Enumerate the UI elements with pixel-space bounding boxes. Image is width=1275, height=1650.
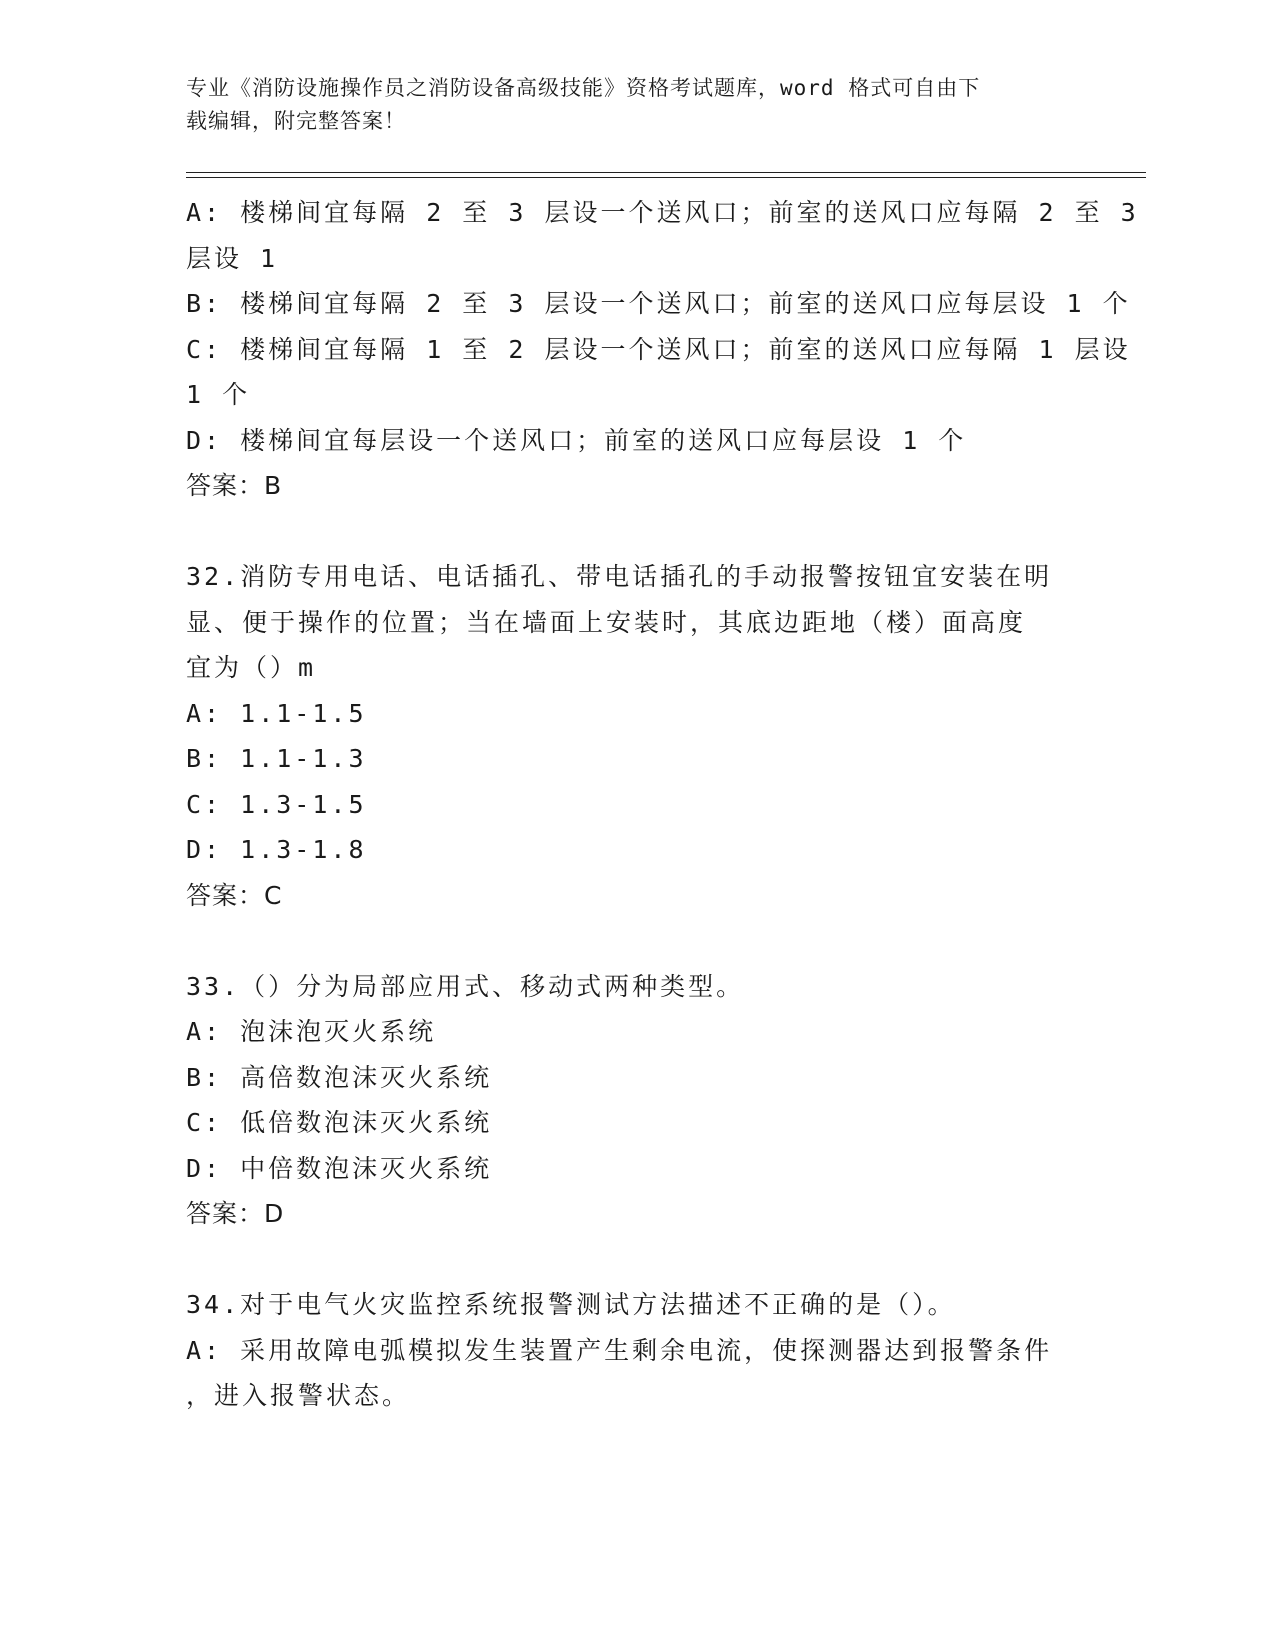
answer: 答案：D (186, 1199, 285, 1228)
header-rule-bottom (186, 177, 1146, 178)
question-stem-line-3: 宜为（）m (186, 653, 317, 682)
header-line-1: 专业《消防设施操作员之消防设备高级技能》资格考试题库，word 格式可自由下 (186, 76, 981, 100)
question-stem: 34.对于电气火灾监控系统报警测试方法描述不正确的是（）。 (186, 1290, 956, 1319)
option-a: A: 泡沫泡灭火系统 (186, 1017, 437, 1046)
question-34-block (186, 1282, 1066, 1419)
question-33-block (186, 964, 1066, 1237)
question-stem: 33.（）分为局部应用式、移动式两种类型。 (186, 971, 745, 1001)
option-a-line-1: A: 楼梯间宜每隔 2 至 3 层设一个送风口；前室的送风口应每隔 2 至 3 (186, 198, 1139, 227)
option-d: D: 中倍数泡沫灭火系统 (186, 1153, 493, 1183)
option-c-line-2: 1 个 (186, 380, 251, 409)
option-c-line-1: C: 楼梯间宜每隔 1 至 2 层设一个送风口；前室的送风口应每隔 1 层设 (186, 334, 1131, 364)
question-stem-line-2: 显、便于操作的位置；当在墙面上安装时，其底边距地（楼）面高度 (186, 607, 1027, 637)
question-31-block (186, 190, 1139, 509)
option-a-line-2: ，进入报警状态。 (186, 1381, 411, 1410)
answer: 答案：C (186, 880, 283, 910)
header-rule-top (186, 172, 1146, 173)
option-b: B: 1.1-1.3 (186, 744, 367, 773)
question-32-block (186, 554, 1066, 918)
answer: 答案：B (186, 471, 283, 500)
spacer (186, 509, 1066, 555)
option-a-line-2: 层设 1 (186, 243, 279, 273)
header-line-2: 载编辑，附完整答案！ (186, 109, 406, 133)
option-d: D: 1.3-1.8 (186, 835, 367, 864)
question-stem-line-1: 32.消防专用电话、电话插孔、带电话插孔的手动报警按钮宜安装在明 (186, 562, 1053, 591)
option-c: C: 1.3-1.5 (186, 789, 367, 819)
option-b: B: 高倍数泡沫灭火系统 (186, 1062, 493, 1092)
option-a-line-1: A: 采用故障电弧模拟发生装置产生剩余电流，使探测器达到报警条件 (186, 1335, 1053, 1365)
option-c: C: 低倍数泡沫灭火系统 (186, 1108, 493, 1137)
question-content (186, 190, 1139, 1419)
option-a: A: 1.1-1.5 (186, 698, 367, 728)
option-b: B: 楼梯间宜每隔 2 至 3 层设一个送风口；前室的送风口应每层设 1 个 (186, 289, 1131, 318)
spacer (186, 918, 1066, 964)
option-d: D: 楼梯间宜每层设一个送风口；前室的送风口应每层设 1 个 (186, 425, 967, 455)
spacer (186, 1237, 1066, 1283)
document-header (186, 72, 1066, 138)
